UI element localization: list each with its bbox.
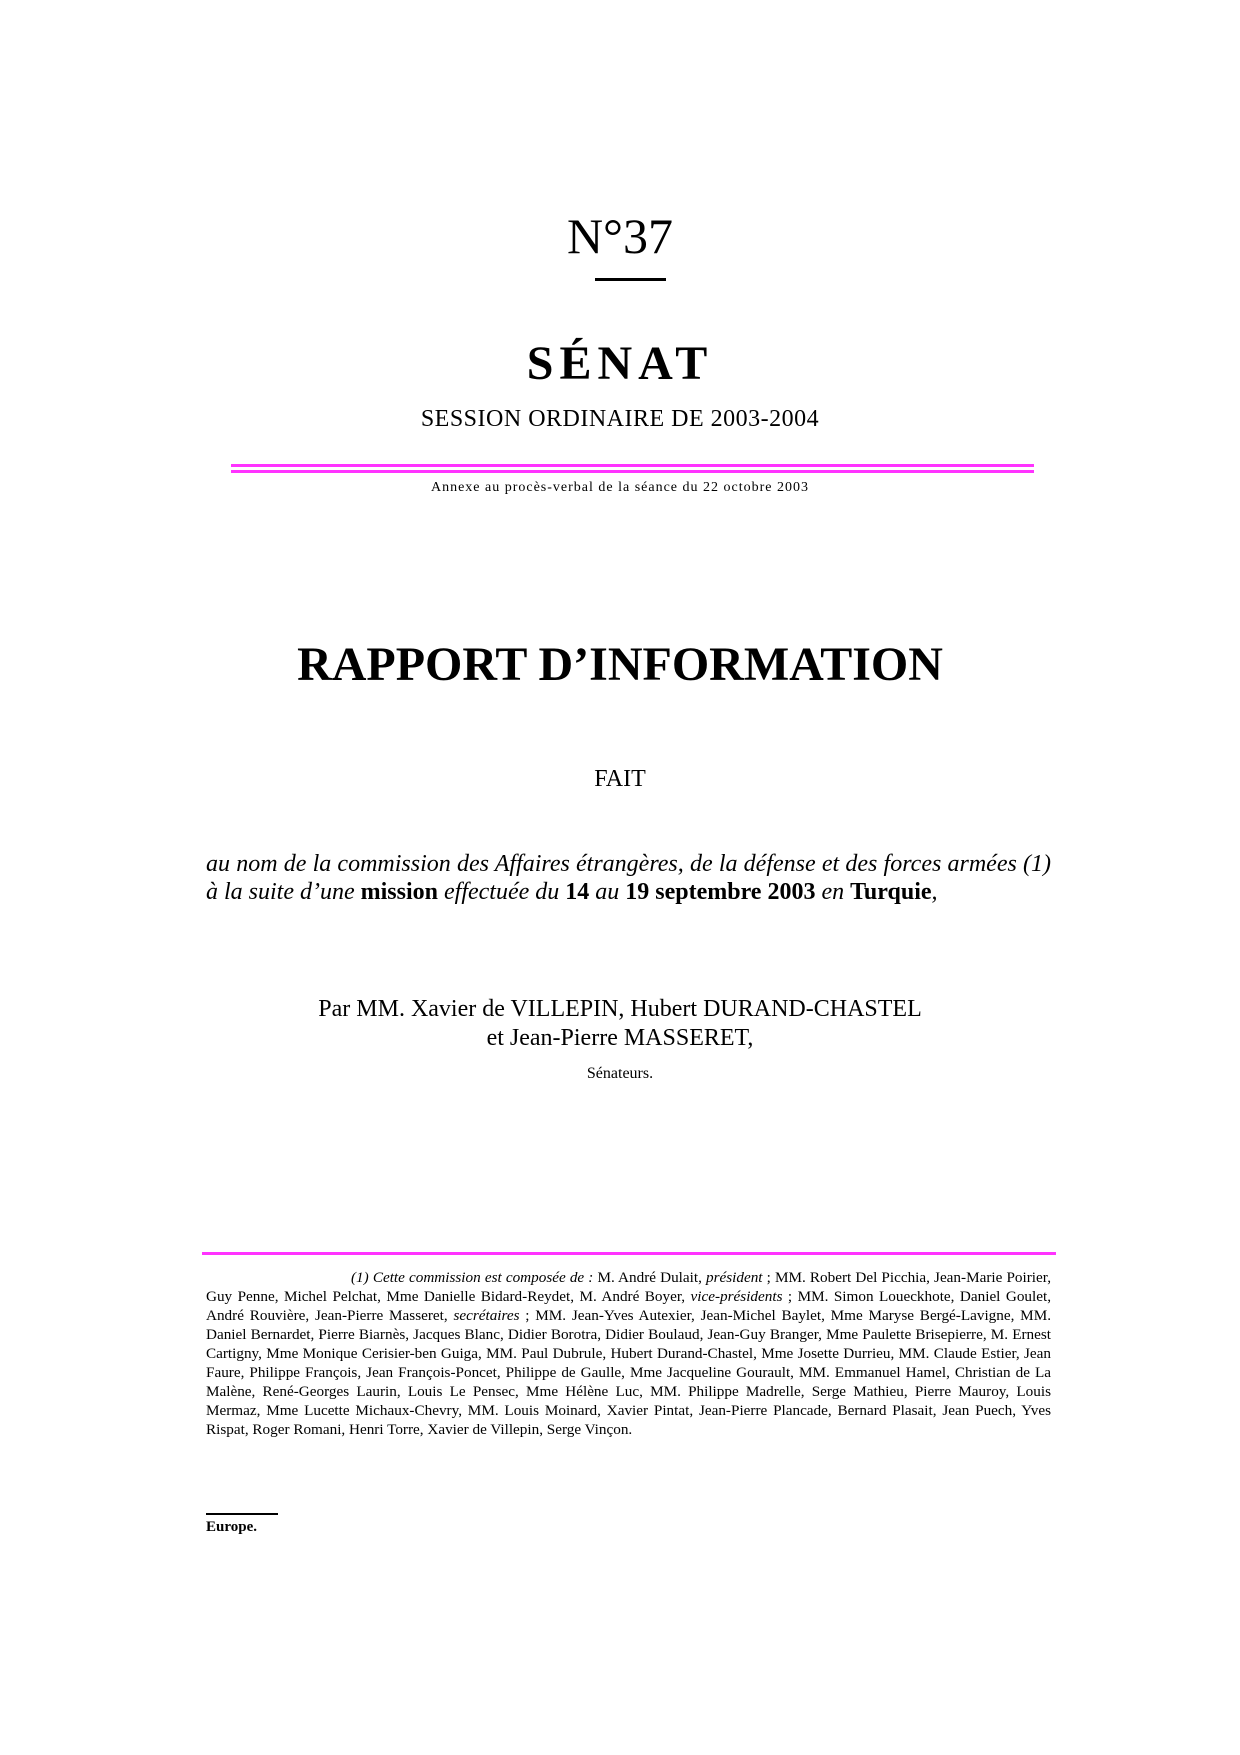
session-line: SESSION ORDINAIRE DE 2003-2004: [420, 406, 820, 432]
number-underline: [595, 278, 666, 281]
subject-rule: [206, 1513, 278, 1515]
footnote-text-4: ; MM. Jean-Yves Autexier, Jean-Michel Baylet, Mme Maryse Bergé-Lavigne, MM. Daniel Bernardet, Pierre Biarnès, Jacques Blanc, Didier Borotra, Didier Boulaud, Jean-Guy Branger, Mme Paulette Brisepierre, M. Ernest Cartigny, Mme Monique Cerisier-ben Guiga, MM. Paul Dubrule, Hubert Durand-Chastel, Mme Josette Durrieu, MM. Claude Estier, Jean Faure, Philippe François, Jean François-Poncet, Philippe de Gaulle, Mme Jacqueline Gourault, MM. Emmanuel Hamel, Christian de La Malène, René-Georges Laurin, Louis Le Pensec, Mme Hélène Luc, MM. Philippe Madrelle, Serge Mathieu, Pierre Mauroy, Louis Mermaz, Mme Lucette Michaux-Chevry, MM. Louis Moinard, Xavier Pintat, Jean-Pierre Plancade, Bernard Plasait, Jean Puech, Yves Rispat, Roger Romani, Henri Torre, Xavier de Villepin, Serge Vinçon.: [206, 1307, 1051, 1438]
mission-word: mission: [360, 879, 438, 905]
authors-line-2: et Jean-Pierre MASSERET,: [486, 1025, 754, 1051]
footnote: [206, 1268, 1051, 1439]
footnote-intro: (1) Cette commission est composée de :: [351, 1269, 594, 1286]
footnote-secretaires-role: secrétaires: [453, 1307, 520, 1324]
footnote-president-role: président: [706, 1269, 763, 1286]
mission-text-part4: en: [815, 879, 851, 905]
fait-label: FAIT: [594, 766, 646, 792]
mission-text-part1: au nom de la commission des Affaires étrangères, de la défense et des forces armées (1) à la suite d’une: [206, 851, 1051, 905]
mission-start-day: 14: [565, 879, 590, 905]
footnote-text-1: M. André Dulait,: [593, 1269, 706, 1286]
footnote-rule: [202, 1252, 1056, 1255]
annex-line: Annexe au procès-verbal de la séance du 22 octobre 2003: [430, 480, 810, 495]
authors-role: Sénateurs.: [586, 1065, 654, 1082]
mission-text-part5: ,: [931, 879, 938, 905]
authors-line-1: Par MM. Xavier de VILLEPIN, Hubert DURAND-CHASTEL: [318, 996, 922, 1022]
header-double-rule: [231, 464, 1034, 473]
subject-label: Europe.: [206, 1519, 257, 1535]
mission-paragraph: [206, 850, 1051, 906]
mission-end-date: 19 septembre 2003: [625, 879, 816, 905]
institution-title: SÉNAT: [526, 337, 714, 390]
document-number: N°37: [566, 208, 674, 264]
mission-text-part3: au: [589, 879, 626, 905]
mission-text-part2: effectuée du: [438, 879, 566, 905]
footnote-text-2: ; MM. Robert Del Picchia, Jean-Marie Poirier, Guy Penne, Michel Pelchat, Mme Danielle Bidard-Reydet, M. André Boyer,: [206, 1269, 1051, 1305]
mission-country: Turquie: [850, 879, 932, 905]
report-title: RAPPORT D’INFORMATION: [297, 638, 943, 691]
footnote-vice-presidents-role: vice-présidents: [690, 1288, 783, 1305]
footnote-text-3: ; MM. Simon Loueckhote, Daniel Goulet, André Rouvière, Jean-Pierre Masseret,: [206, 1288, 1051, 1324]
